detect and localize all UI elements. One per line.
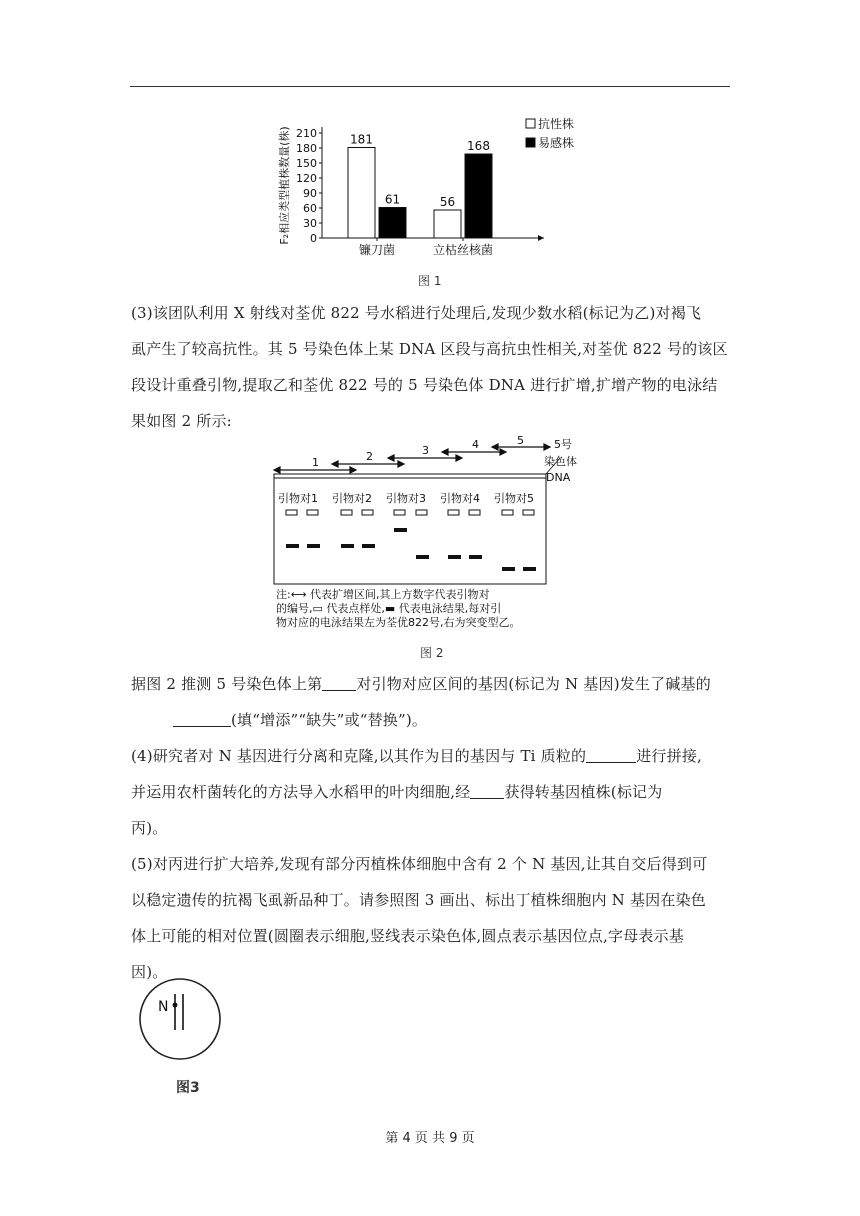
q5-line1: (5)对丙进行扩大培养,发现有部分丙植株体细胞中含有 2 个 N 基因,让其自交后得到可 <box>131 855 708 873</box>
legend-label: 抗性株 <box>538 117 575 131</box>
figure2-electrophoresis-diagram <box>270 434 590 634</box>
q3b-line1-start: 据图 2 推测 5 号染色体上第 <box>131 675 323 693</box>
bar-data-label: 61 <box>384 192 401 207</box>
q4-line2-end: 获得转基因植株(标记为 <box>504 783 663 801</box>
y-tick-label: 150 <box>296 157 317 170</box>
q5-line4: 因)。 <box>131 963 168 981</box>
header-rule <box>130 86 730 87</box>
region-number-4: 4 <box>472 438 479 451</box>
q3-line3: 段设计重叠引物,提取乙和荃优 822 号的 5 号染色体 DNA 进行扩增,扩增产物的电泳结 <box>131 376 718 394</box>
cell-circle <box>140 979 220 1059</box>
legend-swatch <box>526 119 535 128</box>
primer-label-1: 引物对1 <box>278 492 318 505</box>
y-tick-label: 210 <box>296 127 317 140</box>
x-tick-label: 镰刀菌 <box>358 243 396 257</box>
q3-line2: 虱产生了较高抗性。其 5 号染色体上某 DNA 区段与高抗虫性相关,对荃优 822 号的该区 <box>131 340 728 358</box>
q3-line4: 果如图 2 所示: <box>131 412 232 430</box>
region-number-2: 2 <box>366 450 373 463</box>
region-number-3: 3 <box>422 444 429 457</box>
y-tick-label: 90 <box>303 187 317 200</box>
bar-resistant <box>434 210 461 238</box>
answer-blank-primer-number[interactable] <box>322 674 356 691</box>
chromosome-label-line3: DNA <box>546 471 571 484</box>
legend-swatch <box>526 138 535 147</box>
question3-followup <box>131 666 731 738</box>
chromosome-label-line2: 染色体 <box>544 455 577 468</box>
figure2-note-line2: 的编号,▭ 代表点样处,▬ 代表电泳结果,每对引 <box>276 602 502 615</box>
region-number-1: 1 <box>312 456 319 469</box>
bar-data-label: 56 <box>439 195 456 209</box>
q3b-line1-end: 对引物对应区间的基因(标记为 N 基因)发生了碱基的 <box>356 675 711 693</box>
answer-blank-ti-plasmid-part[interactable] <box>586 746 636 763</box>
figure2-note-line3: 物对应的电泳结果左为荃优822号,右为突变型乙。 <box>276 616 521 629</box>
chromosome-dna-bar <box>274 474 546 478</box>
q4-line1-start: (4)研究者对 N 基因进行分离和克隆,以其作为目的基因与 Ti 质粒的 <box>131 747 587 765</box>
figure2-caption: 图 2 <box>420 646 444 660</box>
primer-label-5: 引物对5 <box>494 492 534 505</box>
primer-label-3: 引物对3 <box>386 492 426 505</box>
bar-susceptible <box>465 154 492 238</box>
y-axis-label: F₂相应类型植株数量(株) <box>278 126 291 245</box>
question3-text <box>131 295 731 439</box>
q4-line3: 丙)。 <box>131 819 168 837</box>
q5-line2: 以稳定遗传的抗褐飞虱新品种丁。请参照图 3 画出、标出丁植株细胞内 N 基因在染色 <box>131 891 706 909</box>
figure3-caption: 图3 <box>176 1080 200 1096</box>
primer-label-2: 引物对2 <box>332 492 372 505</box>
x-tick-label: 立枯丝核菌 <box>432 243 494 257</box>
y-tick-label: 30 <box>303 217 317 230</box>
question5-text <box>131 846 731 990</box>
page-footer: 第 4 页 共 9 页 <box>385 1131 475 1146</box>
bar-susceptible <box>379 208 406 239</box>
gene-label-n: N <box>158 999 169 1015</box>
gene-locus-dot <box>173 1003 178 1008</box>
figure2-note-line1: 注:⟷ 代表扩增区间,其上方数字代表引物对 <box>276 588 490 601</box>
q3-line1: (3)该团队利用 X 射线对荃优 822 号水稻进行处理后,发现少数水稻(标记为乙)对褐飞 <box>131 304 702 322</box>
region-number-5: 5 <box>517 434 524 447</box>
question4-text <box>131 738 731 846</box>
figure1-caption: 图 1 <box>418 274 442 288</box>
q4-line1-end: 进行拼接, <box>636 747 702 765</box>
q5-line3: 体上可能的相对位置(圆圈表示细胞,竖线表示染色体,圆点表示基因位点,字母表示基 <box>131 927 684 945</box>
figure3-cell-diagram <box>136 976 226 1062</box>
q4-line2-start: 并运用农杆菌转化的方法导入水稻甲的叶肉细胞,经 <box>131 783 471 801</box>
figure1-bar-chart <box>270 108 600 268</box>
y-tick-label: 60 <box>303 202 317 215</box>
legend-label: 易感株 <box>538 136 575 150</box>
x-axis-arrow <box>538 235 544 241</box>
bar-data-label: 168 <box>467 139 490 153</box>
primer-label-4: 引物对4 <box>440 492 480 505</box>
y-tick-label: 0 <box>310 232 317 245</box>
y-tick-label: 180 <box>296 142 317 155</box>
answer-blank-mutation-type[interactable] <box>173 710 231 727</box>
chromosome-label-line1: 5号 <box>554 438 572 451</box>
q3b-line2: (填“增添”“缺失”或“替换”)。 <box>231 711 428 729</box>
bar-data-label: 181 <box>350 132 373 147</box>
bar-resistant <box>348 148 375 239</box>
answer-blank-culture-step[interactable] <box>470 782 504 799</box>
y-tick-label: 120 <box>296 172 317 185</box>
